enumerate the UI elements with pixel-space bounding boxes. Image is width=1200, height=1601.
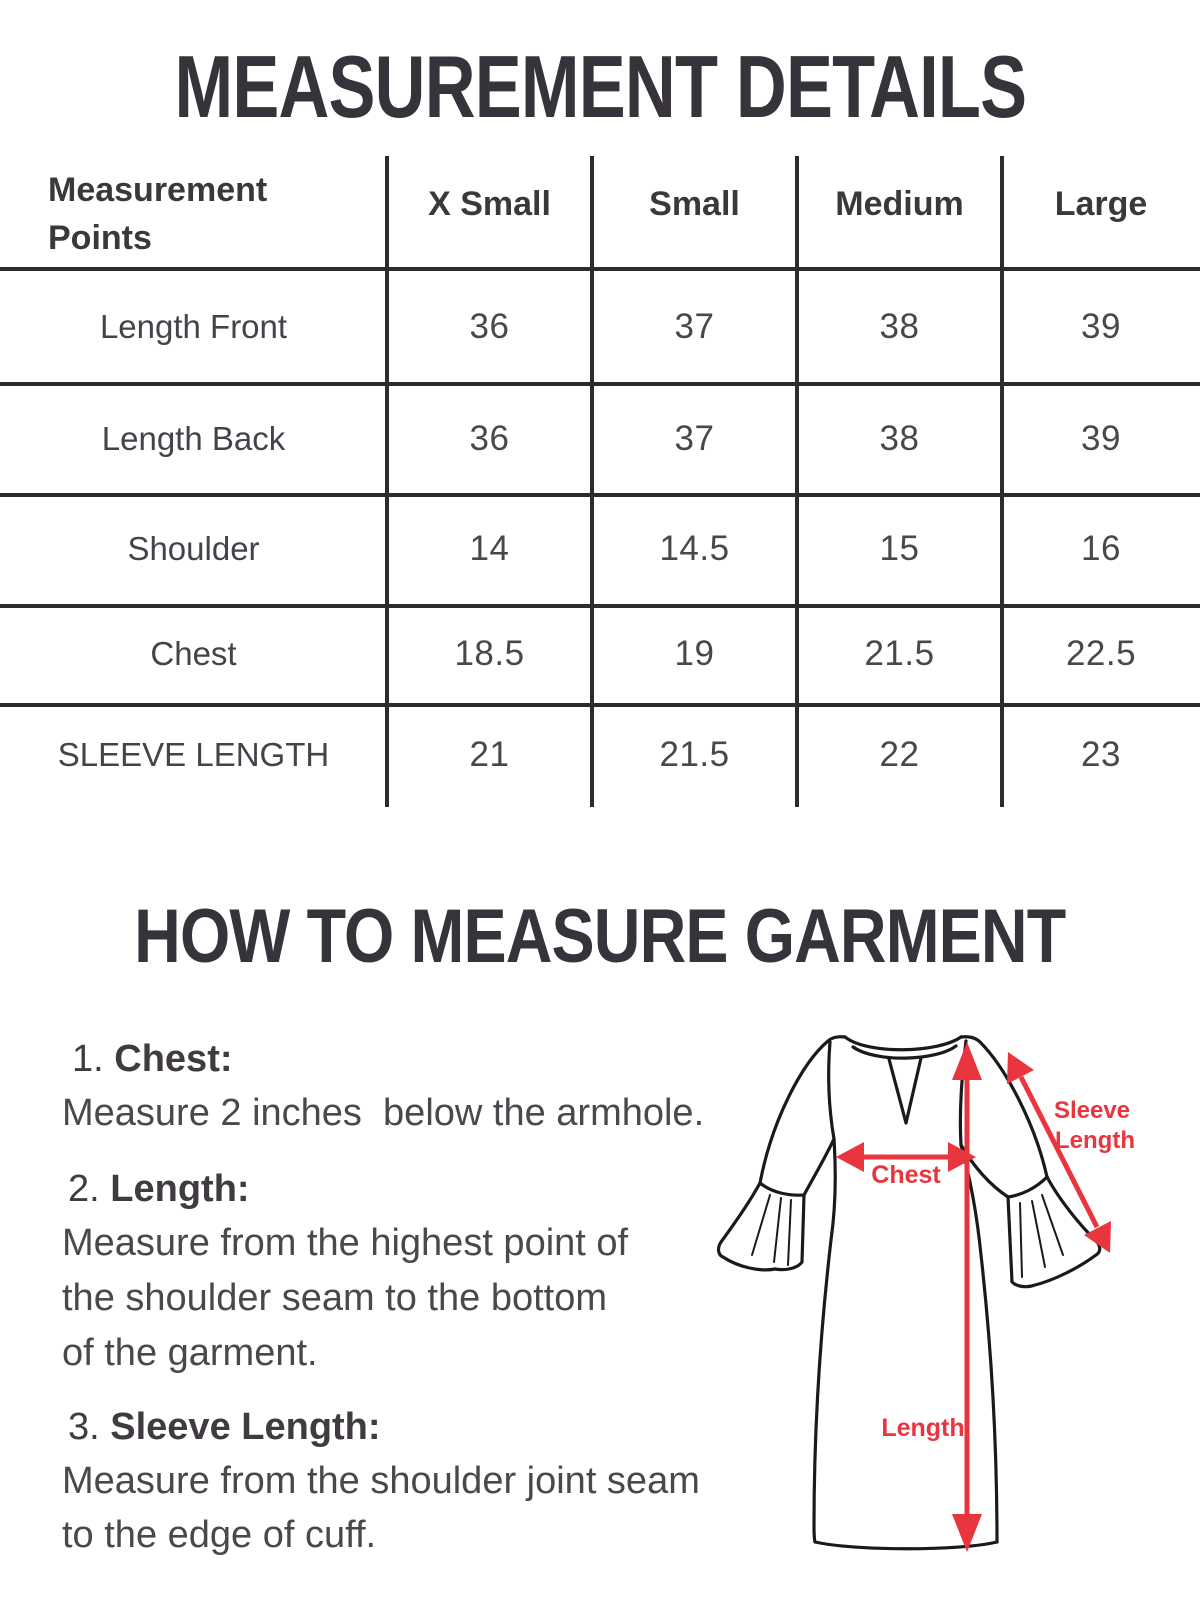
sleeve-length-label-line1: Sleeve <box>1053 1097 1131 1124</box>
row-label: Shoulder <box>127 530 260 567</box>
table-column-line <box>1000 156 1004 807</box>
arrow-labels <box>871 1097 1135 1442</box>
table-header-large: Large <box>1054 185 1148 223</box>
row-label: Length Front <box>99 308 288 345</box>
step-2-label: Length: <box>110 1168 250 1210</box>
step-3-body-line: Measure from the shoulder joint seam <box>62 1460 700 1502</box>
step-2-body-line: the shoulder seam to the bottom <box>62 1277 607 1319</box>
length-label: Length <box>881 1414 965 1442</box>
row-label: Length Back <box>101 420 286 457</box>
table-header-small: Small <box>649 185 740 223</box>
step-3-label: Sleeve Length: <box>110 1406 381 1448</box>
sleeve-length-label-line2: Length <box>1055 1127 1135 1154</box>
cell-value: 37 <box>674 307 715 346</box>
table-row-line <box>0 703 1200 707</box>
table-header-measurement-points <box>48 166 267 262</box>
table-row-line <box>0 604 1200 608</box>
row-label: SLEEVE LENGTH <box>57 736 330 773</box>
cell-value: 39 <box>1081 419 1121 458</box>
cell-value: 39 <box>1081 307 1121 346</box>
how-to-title-wrap <box>0 893 1200 980</box>
table-header-medium: Medium <box>835 185 964 223</box>
header-line-1: Measurement <box>48 171 268 209</box>
step-2-number: 2. <box>68 1168 100 1210</box>
cell-value: 37 <box>674 419 715 458</box>
garment-outline <box>719 1037 1100 1549</box>
cell-value: 15 <box>879 529 920 568</box>
table-column-line <box>795 156 799 807</box>
cell-value: 22 <box>879 735 920 774</box>
step-2-body-line: Measure from the highest point of <box>62 1222 629 1264</box>
table-row-line <box>0 267 1200 271</box>
cell-value: 16 <box>1081 529 1121 568</box>
cell-value: 14 <box>469 529 510 568</box>
cell-value: 22.5 <box>1065 634 1137 673</box>
header-line-2: Points <box>48 219 152 257</box>
table-row-line <box>0 493 1200 497</box>
page-title-wrap <box>0 36 1200 138</box>
step-3-heading <box>68 1406 381 1449</box>
table-header-xsmall: X Small <box>428 185 551 223</box>
step-2-heading <box>68 1168 250 1211</box>
step-2-body-line: of the garment. <box>62 1332 318 1374</box>
cell-value: 14.5 <box>659 529 730 568</box>
step-1-body-line: Measure 2 inches below the armhole. <box>62 1092 705 1134</box>
cell-value: 19 <box>674 634 715 673</box>
cell-value: 21.5 <box>659 735 730 774</box>
chest-label: Chest <box>871 1161 941 1189</box>
table-column-line <box>590 156 594 807</box>
cell-value: 38 <box>879 419 920 458</box>
step-3-body-line: to the edge of cuff. <box>62 1514 377 1556</box>
length-arrow <box>952 1042 982 1552</box>
row-label: Chest <box>150 635 237 672</box>
step-1-label: Chest: <box>114 1038 233 1080</box>
page-title: MEASUREMENT DETAILS <box>174 37 1026 136</box>
table-column-line <box>385 156 389 807</box>
step-1-heading <box>72 1038 233 1081</box>
step-1-number: 1. <box>72 1038 104 1080</box>
cell-value: 21 <box>469 735 510 774</box>
garment-diagram <box>690 1005 1190 1565</box>
garment-diagram-svg <box>690 1005 1190 1565</box>
cell-value: 36 <box>469 419 510 458</box>
cell-value: 36 <box>469 307 510 346</box>
cell-value: 21.5 <box>864 634 935 673</box>
step-3-number: 3. <box>68 1406 100 1448</box>
cell-value: 18.5 <box>454 634 525 673</box>
table-row-line <box>0 382 1200 386</box>
cell-value: 38 <box>879 307 920 346</box>
how-to-title: HOW TO MEASURE GARMENT <box>134 894 1066 979</box>
cell-value: 23 <box>1081 735 1121 774</box>
